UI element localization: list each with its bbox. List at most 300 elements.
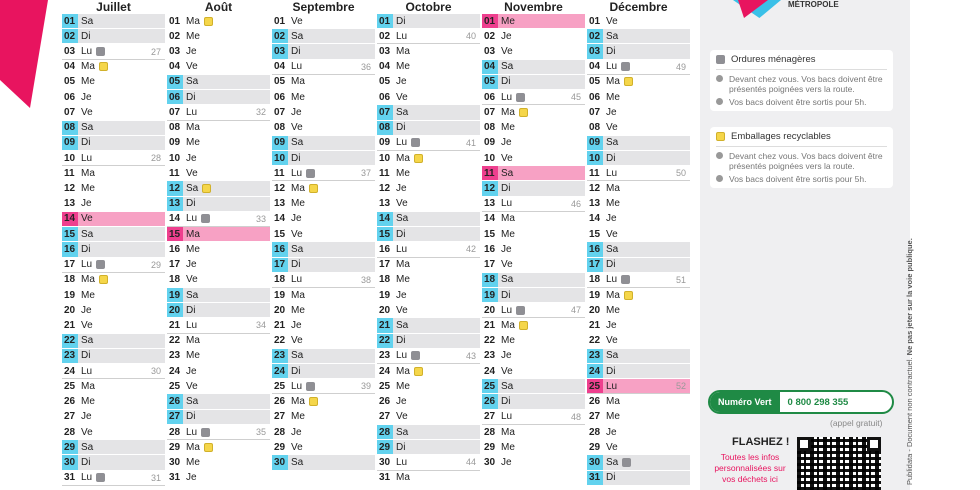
day-label: Di	[396, 335, 406, 347]
day-number: 05	[272, 75, 288, 89]
legend-title: Ordures ménagères	[731, 54, 816, 65]
day-label: Je	[81, 198, 92, 210]
day-label: Ma	[291, 76, 305, 88]
day-label: Sa	[606, 456, 619, 468]
day-number: 08	[377, 121, 393, 135]
day-row	[272, 212, 375, 227]
week-number: 31	[150, 472, 161, 483]
day-row	[482, 318, 585, 333]
day-row	[587, 29, 690, 44]
day-number: 11	[62, 166, 78, 180]
day-number: 04	[482, 60, 498, 74]
flashez-title: FLASHEZ !	[732, 436, 790, 448]
clock-icon	[716, 98, 723, 105]
day-label: Di	[291, 259, 301, 271]
day-label: Sa	[81, 15, 94, 27]
day-number: 20	[272, 303, 288, 317]
day-number: 20	[587, 303, 603, 317]
day-label: Me	[81, 396, 95, 408]
day-label: Me	[396, 380, 410, 392]
trash-bin-icon	[716, 55, 725, 64]
disclaimer-bold: Ne pas jeter sur la voie publique.	[905, 238, 914, 356]
day-row	[587, 471, 690, 486]
day-number: 06	[587, 90, 603, 104]
day-number: 16	[587, 242, 603, 256]
appel-gratuit-note: (appel gratuit)	[830, 418, 883, 428]
day-row	[377, 334, 480, 349]
day-label: Lu	[606, 167, 618, 179]
day-label: Me	[186, 350, 200, 362]
day-row	[587, 273, 690, 288]
day-row	[272, 455, 375, 470]
day-row	[167, 60, 270, 75]
day-label: Ve	[606, 335, 618, 347]
day-row	[482, 440, 585, 455]
trash-bin-icon	[516, 306, 525, 315]
numero-vert-badge[interactable]	[708, 390, 894, 414]
week-number: 32	[255, 107, 266, 118]
day-label: Ve	[396, 91, 408, 103]
day-number: 05	[587, 75, 603, 89]
trash-bin-icon	[96, 260, 105, 269]
day-row	[62, 318, 165, 333]
day-label: Ve	[501, 152, 513, 164]
day-label: Sa	[291, 243, 304, 255]
day-number: 25	[482, 379, 498, 393]
trash-bin-icon	[306, 382, 315, 391]
day-label: Ma	[291, 183, 305, 195]
day-row	[377, 90, 480, 105]
day-number: 17	[272, 258, 288, 272]
day-row	[587, 394, 690, 409]
day-label: Ma	[396, 472, 410, 484]
day-number: 27	[272, 410, 288, 424]
day-number: 04	[272, 60, 288, 74]
day-number: 24	[377, 364, 393, 378]
day-row	[272, 318, 375, 333]
day-row	[272, 273, 375, 288]
day-row	[377, 105, 480, 120]
day-label: Je	[396, 396, 407, 408]
day-label: Ma	[81, 380, 95, 392]
day-number: 22	[167, 334, 183, 348]
day-label: Ve	[186, 380, 198, 392]
day-label: Di	[396, 122, 406, 134]
day-number: 24	[167, 364, 183, 378]
recycle-bin-icon	[624, 77, 633, 86]
clock-icon	[716, 175, 723, 182]
legend-ordures	[710, 50, 893, 111]
day-row	[482, 29, 585, 44]
week-number: 36	[360, 61, 371, 72]
day-label: Di	[186, 198, 196, 210]
day-row	[272, 258, 375, 273]
day-label: Ma	[81, 61, 95, 73]
legend-line: Devant chez vous. Vos bacs doivent être présentés poignées vers la route.	[729, 74, 883, 94]
day-label: Je	[186, 259, 197, 271]
day-number: 07	[482, 105, 498, 119]
week-number: 35	[255, 427, 266, 438]
qr-finder	[867, 437, 881, 451]
day-row	[587, 455, 690, 470]
flashez-text: Toutes les infos personnalisées sur vos déchets ici	[714, 452, 786, 484]
day-number: 25	[62, 379, 78, 393]
day-number: 15	[482, 227, 498, 241]
day-number: 29	[587, 440, 603, 454]
day-number: 16	[482, 242, 498, 256]
day-number: 18	[272, 273, 288, 287]
day-row	[482, 44, 585, 59]
day-number: 22	[272, 334, 288, 348]
day-label: Sa	[396, 319, 409, 331]
day-label: Di	[291, 46, 301, 58]
day-number: 26	[377, 394, 393, 408]
day-row	[167, 44, 270, 59]
day-label: Ve	[606, 122, 618, 134]
day-label: Sa	[186, 396, 199, 408]
day-row	[272, 197, 375, 212]
day-row	[272, 364, 375, 379]
day-label: Lu	[501, 411, 513, 423]
day-label: Di	[606, 472, 616, 484]
day-label: Ma	[501, 106, 515, 118]
day-row	[62, 181, 165, 196]
week-number: 37	[360, 168, 371, 179]
day-number: 08	[482, 121, 498, 135]
day-number: 16	[62, 242, 78, 256]
day-number: 26	[587, 394, 603, 408]
day-number: 03	[377, 44, 393, 58]
day-number: 19	[167, 288, 183, 302]
day-row	[587, 60, 690, 75]
day-number: 28	[167, 425, 183, 439]
day-number: 31	[377, 471, 393, 485]
day-number: 13	[482, 197, 498, 211]
day-number: 27	[167, 410, 183, 424]
day-row	[587, 151, 690, 166]
day-number: 25	[272, 379, 288, 393]
day-label: Di	[396, 441, 406, 453]
day-row	[167, 379, 270, 394]
day-number: 23	[272, 349, 288, 363]
day-row	[167, 166, 270, 181]
day-label: Ma	[291, 289, 305, 301]
day-number: 16	[377, 242, 393, 256]
day-number: 03	[167, 44, 183, 58]
day-label: Ve	[396, 198, 408, 210]
day-row	[377, 44, 480, 59]
trash-bin-icon	[306, 169, 315, 178]
day-number: 01	[482, 14, 498, 28]
day-number: 08	[587, 121, 603, 135]
day-number: 18	[587, 273, 603, 287]
day-number: 13	[587, 197, 603, 211]
day-number: 17	[587, 258, 603, 272]
day-number: 31	[167, 471, 183, 485]
trash-bin-icon	[622, 458, 631, 467]
day-number: 01	[587, 14, 603, 28]
day-row	[272, 425, 375, 440]
day-number: 21	[482, 318, 498, 332]
day-label: Lu	[291, 61, 303, 73]
trash-bin-icon	[201, 428, 210, 437]
day-number: 12	[377, 181, 393, 195]
day-number: 01	[377, 14, 393, 28]
day-row	[587, 410, 690, 425]
day-number: 06	[167, 90, 183, 104]
day-label: Je	[291, 106, 302, 118]
recycle-bin-icon	[519, 321, 528, 330]
day-number: 13	[62, 197, 78, 211]
day-row	[587, 44, 690, 59]
day-label: Sa	[81, 122, 94, 134]
recycle-bin-icon	[99, 275, 108, 284]
day-number: 17	[482, 258, 498, 272]
day-row	[62, 288, 165, 303]
day-label: Ma	[186, 335, 200, 347]
day-row	[167, 151, 270, 166]
day-row	[377, 14, 480, 29]
day-number: 04	[587, 60, 603, 74]
day-number: 29	[167, 440, 183, 454]
day-number: 09	[587, 136, 603, 150]
day-row	[167, 212, 270, 227]
day-row	[62, 273, 165, 288]
trash-bin-icon	[621, 275, 630, 284]
day-number: 25	[167, 379, 183, 393]
day-row	[587, 197, 690, 212]
week-number: 45	[570, 92, 581, 103]
day-label: Ma	[81, 167, 95, 179]
day-number: 19	[482, 288, 498, 302]
day-row	[587, 303, 690, 318]
day-label: Sa	[396, 426, 409, 438]
day-label: Di	[396, 228, 406, 240]
day-row	[167, 29, 270, 44]
day-label: Lu	[291, 380, 303, 392]
day-number: 06	[272, 90, 288, 104]
day-number: 19	[62, 288, 78, 302]
day-row	[482, 394, 585, 409]
day-number: 30	[482, 455, 498, 469]
day-label: Je	[501, 456, 512, 468]
day-label: Di	[606, 259, 616, 271]
day-number: 03	[272, 44, 288, 58]
day-number: 04	[167, 60, 183, 74]
day-row	[272, 410, 375, 425]
day-label: Di	[501, 396, 511, 408]
day-label: Lu	[186, 213, 198, 225]
day-number: 02	[482, 29, 498, 43]
week-number: 29	[150, 259, 161, 270]
day-number: 10	[167, 151, 183, 165]
day-row	[62, 349, 165, 364]
trash-bin-icon	[621, 62, 630, 71]
recycle-bin-icon	[309, 397, 318, 406]
day-number: 30	[377, 455, 393, 469]
day-row	[272, 349, 375, 364]
day-row	[167, 136, 270, 151]
day-number: 27	[587, 410, 603, 424]
day-number: 21	[167, 318, 183, 332]
recycle-bin-icon	[414, 154, 423, 163]
day-row	[587, 166, 690, 181]
day-number: 12	[272, 181, 288, 195]
day-label: Je	[81, 411, 92, 423]
day-label: Je	[186, 365, 197, 377]
day-row	[62, 121, 165, 136]
day-label: Ma	[186, 15, 200, 27]
day-number: 08	[167, 121, 183, 135]
day-label: Me	[186, 30, 200, 42]
day-number: 27	[62, 410, 78, 424]
day-label: Lu	[501, 304, 513, 316]
day-row	[587, 136, 690, 151]
day-row	[587, 90, 690, 105]
recycle-bin-icon	[624, 291, 633, 300]
day-row	[272, 379, 375, 394]
day-number: 06	[377, 90, 393, 104]
day-row	[482, 455, 585, 470]
month-column	[62, 0, 165, 486]
day-number: 14	[167, 212, 183, 226]
day-number: 01	[272, 14, 288, 28]
day-number: 30	[587, 455, 603, 469]
day-number: 10	[587, 151, 603, 165]
day-row	[167, 364, 270, 379]
day-row	[62, 364, 165, 379]
day-number: 05	[482, 75, 498, 89]
day-number: 21	[377, 318, 393, 332]
day-label: Me	[81, 289, 95, 301]
day-row	[377, 166, 480, 181]
day-row	[167, 440, 270, 455]
day-label: Di	[606, 46, 616, 58]
day-number: 29	[377, 440, 393, 454]
day-label: Ma	[291, 396, 305, 408]
qr-code-icon[interactable]	[797, 437, 881, 490]
day-label: Je	[606, 426, 617, 438]
day-number: 01	[62, 14, 78, 28]
logo-text: MÉTROPOLE	[788, 0, 839, 9]
day-label: Sa	[501, 274, 514, 286]
day-row	[377, 212, 480, 227]
day-label: Di	[501, 76, 511, 88]
day-number: 29	[272, 440, 288, 454]
day-label: Me	[291, 91, 305, 103]
day-label: Je	[396, 289, 407, 301]
day-row	[62, 29, 165, 44]
day-row	[167, 181, 270, 196]
day-row	[62, 151, 165, 166]
day-label: Ma	[186, 441, 200, 453]
day-label: Je	[396, 76, 407, 88]
day-label: Lu	[501, 198, 513, 210]
week-number: 43	[465, 350, 476, 361]
day-label: Ve	[501, 365, 513, 377]
day-number: 04	[62, 60, 78, 74]
day-row	[482, 410, 585, 425]
day-label: Lu	[81, 365, 93, 377]
day-row	[482, 227, 585, 242]
day-row	[167, 121, 270, 136]
day-number: 21	[587, 318, 603, 332]
day-number: 12	[167, 181, 183, 195]
day-label: Di	[186, 411, 196, 423]
day-number: 20	[62, 303, 78, 317]
day-number: 02	[377, 29, 393, 43]
day-row	[62, 455, 165, 470]
day-number: 29	[62, 440, 78, 454]
numero-vert-number[interactable]: 0 800 298 355	[787, 396, 849, 408]
day-label: Sa	[501, 61, 514, 73]
recycle-bin-icon	[204, 17, 213, 26]
day-row	[377, 29, 480, 44]
day-label: Ma	[606, 76, 620, 88]
day-label: Je	[186, 472, 197, 484]
day-label: Ma	[81, 274, 95, 286]
day-row	[62, 410, 165, 425]
day-number: 10	[62, 151, 78, 165]
day-number: 18	[377, 273, 393, 287]
day-row	[167, 303, 270, 318]
day-number: 17	[62, 258, 78, 272]
day-row	[482, 258, 585, 273]
day-label: Di	[81, 30, 91, 42]
day-label: Je	[291, 319, 302, 331]
day-number: 26	[272, 394, 288, 408]
day-label: Ve	[291, 335, 303, 347]
day-row	[62, 258, 165, 273]
day-number: 11	[377, 166, 393, 180]
day-number: 02	[272, 29, 288, 43]
day-label: Lu	[291, 274, 303, 286]
day-row	[62, 166, 165, 181]
legend-emballages	[710, 127, 893, 188]
week-number: 27	[150, 46, 161, 57]
day-label: Je	[606, 106, 617, 118]
day-label: Je	[501, 137, 512, 149]
month-title: Novembre	[504, 0, 563, 14]
day-number: 21	[272, 318, 288, 332]
day-label: Di	[606, 152, 616, 164]
day-label: Sa	[81, 228, 94, 240]
day-number: 11	[587, 166, 603, 180]
day-number: 25	[377, 379, 393, 393]
day-row	[377, 227, 480, 242]
day-row	[167, 258, 270, 273]
month-title: Juillet	[96, 0, 131, 14]
day-row	[377, 136, 480, 151]
day-row	[377, 425, 480, 440]
day-row	[587, 318, 690, 333]
day-number: 16	[167, 242, 183, 256]
week-number: 39	[360, 381, 371, 392]
trash-bin-icon	[96, 47, 105, 56]
day-label: Ma	[396, 46, 410, 58]
day-label: Me	[186, 243, 200, 255]
recycle-bin-icon	[716, 132, 725, 141]
day-label: Di	[501, 289, 511, 301]
day-number: 04	[377, 60, 393, 74]
day-label: Sa	[81, 441, 94, 453]
day-number: 19	[377, 288, 393, 302]
day-row	[377, 121, 480, 136]
day-number: 06	[62, 90, 78, 104]
day-number: 10	[377, 151, 393, 165]
day-label: Je	[501, 350, 512, 362]
day-label: Ve	[186, 167, 198, 179]
